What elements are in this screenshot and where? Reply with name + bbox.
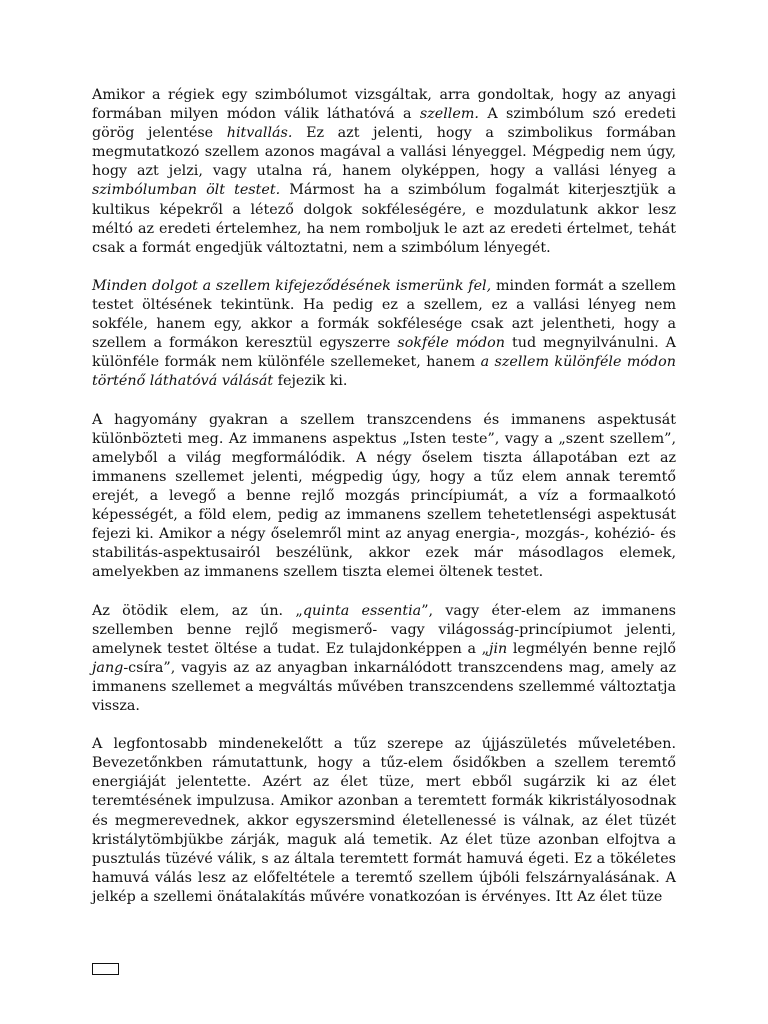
italic-segment: hitvallás. bbox=[226, 125, 293, 142]
paragraph-immanent-aspect bbox=[92, 411, 676, 583]
text-segment: A legfontosabb mindenekelőtt a tűz szerepe az újjászületés műveletében. Bevezetőnkben rámutattunk, hogy a tűz-elem ősidőkben a szellem teremtő energiáját jelentette. Azért az élet tüze, mert ebből sugárzik ki az élet teremtésének impulzusa. Amikor azonban a teremtett formák kikristályosodnak és megmerevednek, akkor egyszersmind életellenessé is válnak, az élet tüzét kristálytömbjükbe zárják, maguk alá temetik. Az élet tüze azonban elfojtva a pusztulás tüzévé válik, s az általa teremtett formát hamuvá égeti. Ez a tökéletes hamuvá válás lesz az előfeltétele a teremtő szellem újbóli felszárnyalásának. A jelkép a szellemi önátalakítás művére vonatkozóan is érvényes. Itt Az élet tüze bbox=[92, 736, 676, 905]
text-segment: Ez azt jelenti, hogy a szimbolikus formában megmutatkozó szellem azonos magával a vallási lényeggel. Mégpedig nem úgy, hogy azt jelzi, vagy utalna rá, hanem olyképpen, hogy a vallási lényeg a bbox=[92, 125, 676, 180]
italic-segment: jang bbox=[92, 659, 124, 676]
text-segment: legmélyén benne rejlő bbox=[507, 640, 676, 657]
text-segment: Amikor a régiek egy szimbólumot vizsgáltak, arra gondoltak, hogy az anyagi formában milyen módon válik láthatóvá a bbox=[92, 87, 676, 123]
paragraph-fire-role bbox=[92, 735, 676, 907]
italic-segment: quinta essentia bbox=[302, 602, 422, 619]
italic-segment: szellem. bbox=[419, 106, 479, 123]
paragraph-spirit-forms bbox=[92, 277, 676, 392]
italic-segment: sokféle módon bbox=[397, 335, 505, 352]
text-segment: A szimbólum szó eredeti görög jelentése bbox=[92, 106, 676, 142]
text-segment: minden formát a szellem testet öltésének tekintünk. Ha pedig ez a szellem, ez a vallási lényeg nem sokféle, hanem egy, akkor a formák sokfélesége csak azt jelentheti, hogy a szellem a formákon keresztül egyszerre bbox=[92, 277, 676, 352]
italic-segment: a szellem különféle módon történő láthatóvá válását bbox=[92, 354, 676, 390]
text-segment: -csíra”, vagyis az az anyagban inkarnálódott transzcendens mag, amely az immanens szellemet a megváltás művében transzcendens szellemmé változtatja vissza. bbox=[92, 659, 676, 714]
text-segment: ”, vagy éter-elem az immanens szellemben benne rejlő megismerő- vagy világosság-princípiumot jelenti, amelynek testet öltése a tudat. Ez tulajdonképpen a „ bbox=[92, 602, 676, 657]
text-segment: tud megnyilvánulni. A különféle formák nem különféle szellemeket, hanem bbox=[92, 335, 677, 371]
page-number-box bbox=[92, 963, 119, 975]
italic-segment: Minden dolgot a szellem kifejeződésének ismerünk fel, bbox=[92, 277, 492, 294]
text-segment: A hagyomány gyakran a szellem transzcendens és immanens aspektusát különbözteti meg. Az immanens aspektus „Isten teste”, vagy a „szent szellem”, amelyből a világ megformálódik. A négy őselem tiszta állapotában ezt az immanens szellemet jelenti, mégpedig úgy, hogy a tűz elem annak teremtő erejét, a levegő a benne rejlő mozgás princípiumát, a víz a formaalkotó képességét, a föld elem, pedig az immanens szellem tehetetlenségi aspektusát fejezi ki. Amikor a négy őselemről mint az anyag energia-, mozgás-, kohézió- és stabilitás-aspektusairól beszélünk, akkor ezek már másodlagos elemek, amelyekben az immanens szellem tiszta elemei öltenek testet. bbox=[92, 411, 676, 581]
italic-segment: szimbólumban ölt testet. bbox=[92, 182, 281, 199]
text-segment: Az ötödik elem, az ún. „ bbox=[92, 602, 303, 619]
paragraph-symbol-meaning bbox=[92, 86, 676, 258]
document-page bbox=[92, 86, 676, 926]
paragraph-fifth-element bbox=[92, 602, 676, 717]
text-segment: Mármost ha a szimbólum fogalmát kiterjesztjük a kultikus képekről a létező dolgok sokféleségére, e mozdulatunk akkor lesz méltó az eredeti értelemhez, ha nem romboljuk le azt az eredeti értelmet, tehát csak a formát engedjük változtatni, nem a szimbólum lényegét. bbox=[92, 182, 676, 256]
italic-segment: jin bbox=[489, 640, 508, 657]
text-segment: fejezik ki. bbox=[273, 373, 348, 390]
